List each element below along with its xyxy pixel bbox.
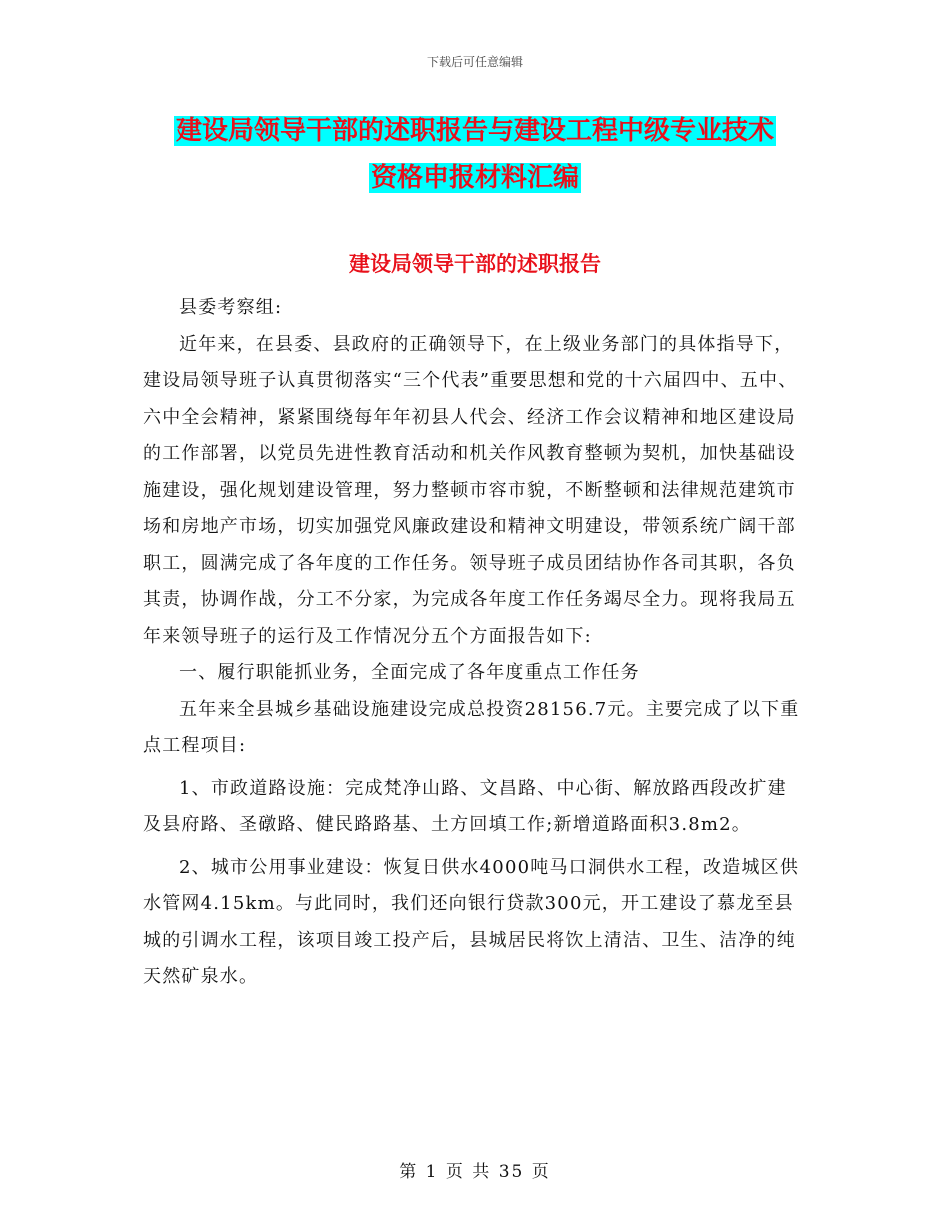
header-note: 下载后可任意编辑 [426,55,523,69]
paragraph-roads: 1、市政道路设施：完成梵净山路、文昌路、中心街、解放路西段改扩建及县府路、圣礅路、健民路路基、土方回填工作;新增道路面积3.8m2。 [143,777,787,835]
paragraph-intro: 近年来，在县委、县政府的正确领导下，在上级业务部门的具体指导下，建设局领导班子认真贯彻落实“三个代表”重要思想和党的十六届四中、五中、六中全会精神，紧紧围绕每年年初县人代会、经济工作会议精神和地区建设局的工作部署，以党员先进性教育活动和机关作风教育整顿为契机，加快基础设施建设，强化规划建设管理，努力整顿市容市貌，不断整顿和法律规范建筑市场和房地产市场，切实加强党风廉政建设和精神文明建设，带领系统广阔干部职工，圆满完成了各年度的工作任务。领导班子成员团结协作各司其职，各负其责，协调作战，分工不分家，为完成各年度工作任务竭尽全力。现将我局五年来领导班子的运行及工作情况分五个方面报告如下: [143,333,798,647]
page-footer: 第 1 页 共 35 页 [399,1162,551,1182]
paragraph-utilities: 2、城市公用事业建设：恢复日供水4000吨马口洞供水工程，改造城区供水管网4.15km。与此同时，我们还向银行贷款300元，开工建设了慕龙至县城的引调水工程，该项目竣工投产后，县城居民将饮上清洁、卫生、洁净的纯天然矿泉水。 [143,856,800,987]
paragraph-salutation: 县委考察组: [179,297,283,318]
paragraph-heading-one: 一、履行职能抓业务，全面完成了各年度重点工作任务 [179,662,640,683]
paragraph-investment: 五年来全县城乡基础设施建设完成总投资28156.7元。主要完成了以下重点工程项目: [143,698,800,756]
document-title-line-2: 资格申报材料汇编 [370,163,579,193]
document-title [140,108,810,202]
section-title: 建设局领导干部的述职报告 [349,252,601,276]
report-body [143,290,803,996]
document-title-line-1: 建设局领导干部的述职报告与建设工程中级专业技术 [175,116,774,146]
